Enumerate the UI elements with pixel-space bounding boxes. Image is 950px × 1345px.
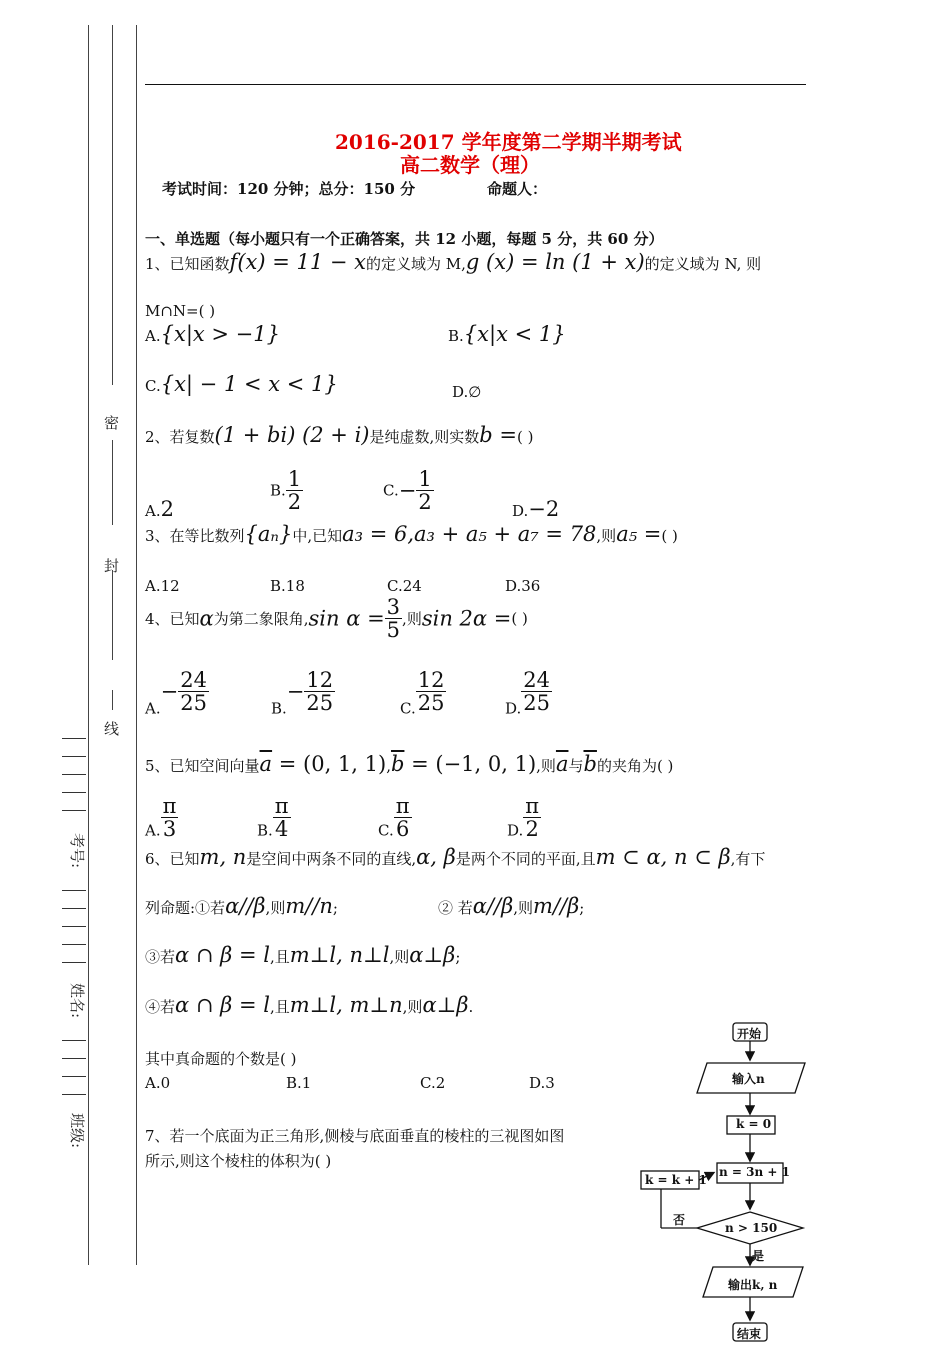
q5-b-label: B. (257, 821, 273, 840)
q4-frac (385, 596, 402, 641)
field-label-name: 姓名: (68, 982, 87, 1019)
q2-option-b (270, 468, 303, 513)
q1-option-a (145, 322, 280, 346)
field-line (62, 792, 86, 793)
frac-num: 24 (180, 668, 207, 692)
q6-prefix: 6、已知 (145, 850, 200, 868)
q6-ab: α, β (416, 845, 456, 869)
q2-c-frac (416, 468, 433, 513)
frac-den: 25 (523, 691, 550, 716)
field-line (62, 756, 86, 757)
flow-inc-label: k = k + 1 (645, 1173, 707, 1187)
q1-f: f(x) = 11 − x (229, 250, 367, 274)
q3-mid: 中,已知 (292, 527, 343, 545)
q6-mid2: 是两个不同的平面,且 (455, 850, 596, 868)
flow-no-label: 否 (673, 1213, 686, 1227)
q6-prop2 (438, 894, 584, 918)
q1-option-b (448, 322, 566, 346)
q6-option-a: A.0 (145, 1074, 171, 1092)
margin-line-4 (112, 440, 113, 525)
q6-then-4: ,则 (402, 998, 423, 1016)
q4-prefix: 4、已知 (145, 610, 200, 629)
frac-num: π (525, 794, 540, 818)
q6-count: 其中真命题的个数是( ) (145, 1050, 297, 1068)
q3-option-b: B.18 (270, 577, 305, 595)
q2-expr: (1 + bi) (2 + i) (214, 423, 370, 447)
flow-start-label: 开始 (737, 1027, 762, 1041)
margin-line-5 (112, 570, 113, 660)
q5-d-frac (523, 795, 541, 840)
q2-b-label: B. (270, 481, 286, 500)
question-6 (145, 845, 765, 869)
q4-option-c (400, 669, 446, 718)
q3-ask: a₅ = (616, 522, 662, 546)
q2-option-c (383, 468, 434, 513)
minus-sign: − (286, 679, 305, 704)
q1-a-label: A. (145, 327, 161, 345)
q3-option-c: C.24 (387, 577, 422, 595)
q3-seq: {aₙ} (244, 522, 293, 546)
q2-prefix: 2、若复数 (145, 428, 215, 446)
field-line (62, 944, 86, 945)
q5-b-frac (273, 795, 291, 840)
q3-mid2: ,则 (596, 527, 617, 545)
frac-den: 25 (306, 691, 334, 716)
flow-input-label: 输入n (732, 1072, 765, 1086)
field-line (62, 926, 86, 927)
q6-c2: n ⊂ β (667, 845, 731, 869)
frac-num: π (162, 794, 177, 818)
seal-char-1: 密 (104, 414, 120, 432)
q6-p1b: m//n (285, 894, 333, 918)
frac-num: π (274, 794, 289, 818)
q6-p2b: m//β (533, 894, 580, 918)
q6-then-2: ,则 (513, 899, 534, 917)
q6-semi: ; (332, 899, 338, 917)
q6-p4b: m⊥l, m⊥n (289, 993, 403, 1017)
q4-mid: 为第二象限角, (213, 610, 309, 629)
question-1 (145, 250, 761, 274)
q1-c-label: C. (145, 377, 161, 395)
q1-line2: M∩N=( ) (145, 302, 216, 320)
q5-prefix: 5、已知空间向量 (145, 757, 260, 775)
q6-and: ,且 (269, 948, 290, 966)
q5-c-label: C. (378, 821, 394, 840)
q1-option-d: D.∅ (452, 383, 482, 401)
q6-prop3 (145, 943, 460, 967)
q3-prefix: 3、在等比数列 (145, 527, 245, 545)
q5-vec-a: $\overline{a}$ (259, 752, 273, 776)
q5-c-frac (394, 795, 412, 840)
q3-cond: a₃ = 6 (342, 522, 408, 546)
minus-sign: − (160, 679, 179, 704)
q4-a-frac (178, 669, 209, 714)
q4-option-b (271, 669, 335, 718)
q4-ask: sin 2α = (421, 606, 512, 631)
frac-den: 4 (275, 817, 289, 842)
q4-option-d (505, 669, 552, 718)
q4-mid2: ,则 (402, 610, 422, 629)
q6-p2a: α//β (472, 894, 514, 918)
frac-den: 25 (180, 691, 207, 716)
q2-option-a (145, 497, 174, 521)
q5-option-c (378, 795, 412, 840)
field-line (62, 1076, 86, 1077)
frac-num: 12 (306, 668, 334, 692)
q4-b-frac (304, 669, 335, 714)
field-line (62, 774, 86, 775)
exam-author: 命题人： (487, 180, 548, 198)
q6-option-d: D.3 (529, 1074, 555, 1092)
q6-then-3: ,则 (389, 948, 410, 966)
q1-b-math: {x|x < 1} (463, 322, 566, 346)
field-label-kaohao: 考号: (68, 832, 87, 869)
margin-line-1 (88, 25, 89, 1265)
field-line (62, 1094, 86, 1095)
q6-p3b: m⊥l, n⊥l (289, 943, 390, 967)
q3-option-a: A.12 (145, 577, 180, 595)
q5-option-b (257, 795, 291, 840)
q6-end: . (468, 998, 474, 1016)
field-line (62, 1040, 86, 1041)
q6-p4a: α ∩ β = l (175, 993, 270, 1017)
q3-cond2: ,a₃ + a₅ + a₇ = 78 (407, 522, 597, 546)
q5-vec-b: $\overline{b}$ (390, 752, 405, 776)
question-4 (145, 596, 528, 641)
q4-d-label: D. (505, 699, 522, 718)
q2-mid: 是纯虚数,则实数 (369, 428, 480, 446)
question-7-line2: 所示,则这个棱柱的体积为( ) (145, 1152, 332, 1170)
q1-a-math: {x|x > −1} (160, 322, 280, 346)
field-line (62, 908, 86, 909)
q1-option-c (145, 372, 338, 396)
q2-d-math: −2 (528, 497, 560, 521)
q6-then: ,则 (265, 899, 286, 917)
frac-den: 25 (417, 691, 445, 716)
q5-vec-a-2: $\overline{a}$ (555, 752, 569, 776)
q4-a-label: A. (145, 699, 161, 718)
frac-den: 5 (386, 618, 401, 643)
q6-line2 (145, 894, 338, 918)
q5-option-d (507, 795, 541, 840)
q6-option-c: C.2 (420, 1074, 446, 1092)
q2-var: b = (479, 423, 517, 447)
q4-alpha: α (199, 606, 214, 631)
flow-init-label: k = 0 (736, 1117, 772, 1131)
q2-c-label: C. (383, 481, 399, 500)
frac-den: 2 (418, 490, 432, 515)
q5-suffix: 的夹角为( ) (596, 757, 674, 775)
seal-char-3: 线 (104, 720, 120, 738)
header-rule (145, 84, 806, 85)
frac-num: 3 (386, 595, 401, 619)
q2-a-label: A. (145, 502, 161, 520)
q3-option-d: D.36 (505, 577, 541, 595)
q6-semi-3: ; (455, 948, 461, 966)
q1-mid: 的定义域为 M, (366, 255, 466, 273)
q1-prefix: 1、已知函数 (145, 255, 230, 273)
q1-c-math: {x| − 1 < x < 1} (160, 372, 338, 396)
q5-a-frac (161, 795, 179, 840)
question-5: 5、已知空间向量$\overline{a} = (0$, 1, $1),\overline{b} = (-1$, 0, 1),则$\overline{a}$与$\overline{b}$的夹角为( ) (145, 752, 674, 776)
q4-option-a (145, 669, 209, 718)
field-line (62, 738, 86, 739)
flow-assign-label: n = 3n + 1 (719, 1165, 790, 1179)
q6-p4c: α⊥β (422, 993, 469, 1017)
q6-prop4 (145, 993, 473, 1017)
q6-and-2: ,且 (269, 998, 290, 1016)
q2-d-label: D. (512, 502, 529, 520)
q3-suffix: ( ) (661, 527, 678, 545)
section-heading: 一、单选题（每小题只有一个正确答案，共 12 小题，每题 5 分，共 60 分） (145, 230, 664, 248)
q5-a-label: A. (145, 821, 161, 840)
q1-suffix: 的定义域为 N, 则 (644, 255, 762, 273)
q6-mn: m, n (199, 845, 247, 869)
minus-sign: − (398, 478, 417, 503)
frac-num: 12 (417, 668, 445, 692)
q4-c-label: C. (400, 699, 416, 718)
frac-num: 1 (287, 467, 302, 491)
field-line (62, 810, 86, 811)
q6-suffix: ,有下 (730, 850, 766, 868)
q6-option-b: B.1 (286, 1074, 312, 1092)
q4-suffix: ( ) (511, 609, 528, 628)
q1-g: g (x) = ln (1 + x) (465, 250, 645, 274)
exam-info: 考试时间：120 分钟；总分：150 分 (162, 180, 416, 198)
q6-p1a: α//β (225, 894, 266, 918)
field-line (62, 1058, 86, 1059)
q2-a-math: 2 (160, 497, 174, 521)
q5-b-val: = (−1, 0, 1) (404, 752, 537, 776)
q5-vec-b-2: $\overline{b}$ (583, 752, 597, 776)
q4-b-label: B. (271, 699, 287, 718)
q2-b-frac (286, 468, 303, 513)
frac-num: 1 (418, 467, 432, 491)
exam-subtitle: 高二数学（理） (400, 153, 540, 177)
frac-den: 6 (395, 817, 410, 842)
exam-title: 2016-2017 学年度第二学期半期考试 (335, 130, 682, 154)
q4-sin: sin α = (308, 606, 385, 631)
q5-option-a (145, 795, 178, 840)
q1-b-label: B. (448, 327, 464, 345)
q5-a-val: = (0, 1, 1) (272, 752, 387, 776)
q4-c-frac (416, 669, 447, 714)
frac-den: 3 (162, 817, 177, 842)
question-3 (145, 522, 678, 546)
q6-n2: ② 若 (438, 899, 473, 917)
q5-mid: ,则 (536, 757, 556, 775)
q6-n3: ③若 (145, 948, 176, 966)
question-2 (145, 423, 533, 447)
q6-mid: 是空间中两条不同的直线, (246, 850, 417, 868)
seal-char-2: 封 (104, 557, 120, 575)
flow-yes-label: 是 (752, 1249, 765, 1263)
q6-n4: ④若 (145, 998, 176, 1016)
frac-num: π (395, 794, 410, 818)
q6-p3c: α⊥β (409, 943, 456, 967)
field-line (62, 962, 86, 963)
field-label-class: 班级: (68, 1112, 87, 1149)
margin-line-2 (112, 25, 113, 385)
frac-den: 2 (525, 817, 539, 842)
q5-d-label: D. (507, 821, 524, 840)
q6-line2-prefix: 列命题:①若 (145, 899, 226, 917)
flow-cond-label: n > 150 (725, 1221, 778, 1235)
q6-c1: m ⊂ α, (595, 845, 668, 869)
q5-with: 与 (568, 757, 584, 775)
margin-line-6 (112, 690, 113, 710)
field-line (62, 890, 86, 891)
frac-den: 2 (287, 490, 302, 515)
q4-d-frac (521, 669, 552, 714)
frac-num: 24 (523, 668, 550, 692)
margin-line-3 (136, 25, 137, 1265)
q6-semi-2: ; (579, 899, 585, 917)
q2-option-d (512, 497, 559, 521)
q2-suffix: ( ) (516, 428, 534, 446)
question-7-line1: 7、若一个底面为正三角形,侧棱与底面垂直的棱柱的三视图如图 (145, 1127, 565, 1145)
flow-end-label: 结束 (737, 1327, 762, 1341)
flow-output-label: 输出k, n (728, 1278, 778, 1292)
q6-p3a: α ∩ β = l (175, 943, 270, 967)
